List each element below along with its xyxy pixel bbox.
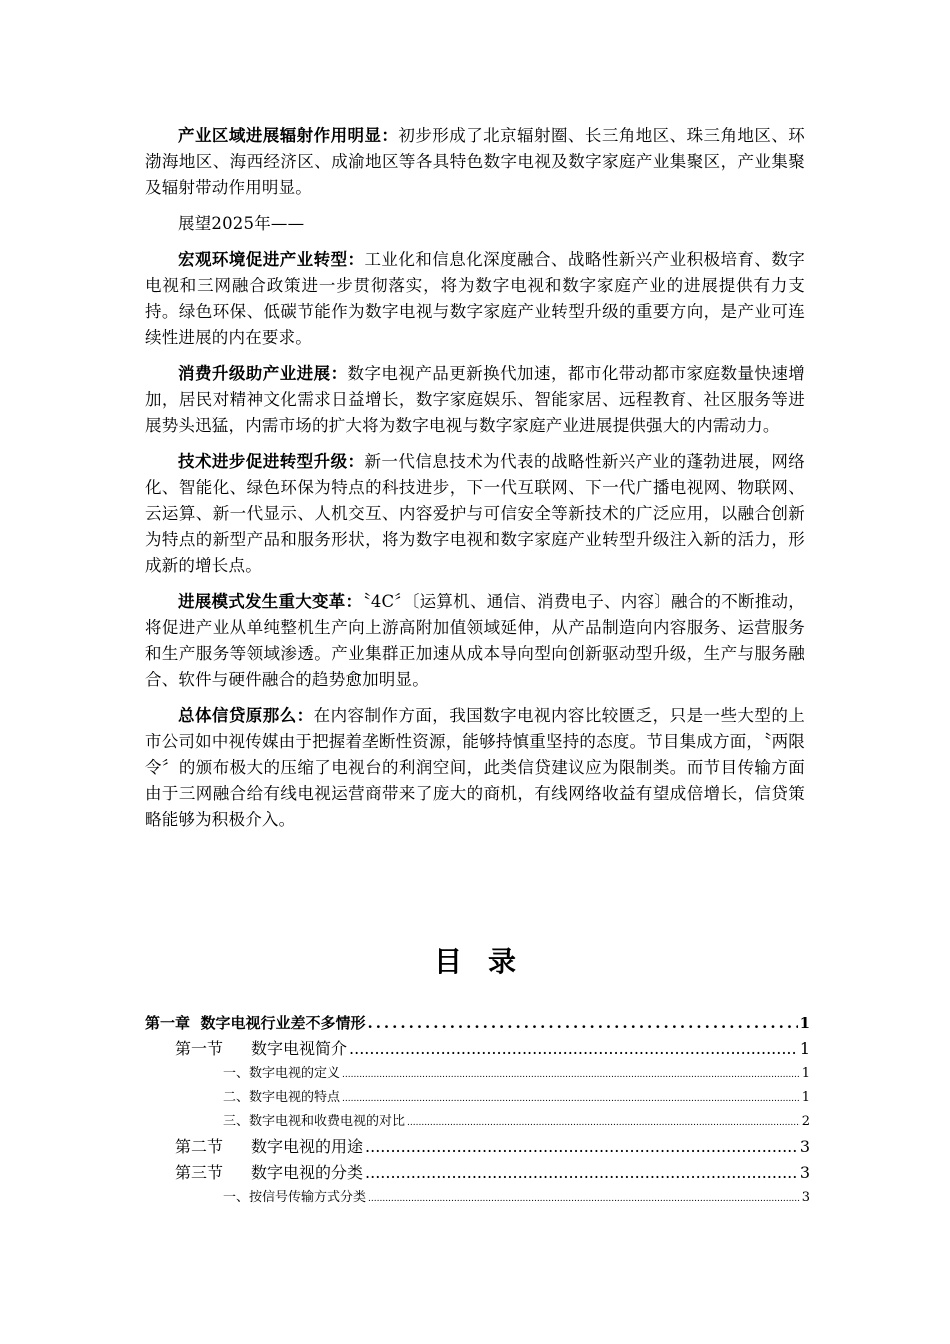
paragraph-text: 工业化和信息化深度融合、战略性新兴产业积极培育、数字电视和三网融合政策进一步贯彻落实，将为数字电视和数字家庭产业的进展提供有力支持。绿色环保、低碳节能作为数字电视与数字家庭产业转型升级的重要方向，是产业可连续性进展的内在要求。 [145, 250, 805, 347]
paragraph [145, 589, 805, 693]
toc-page-number: 1 [801, 1090, 810, 1105]
paragraph-lead: 产业区域进展辐射作用明显： [178, 126, 399, 145]
paragraph-lead: 消费升级助产业进展： [178, 364, 348, 383]
toc-leader-dots [365, 1134, 798, 1160]
toc-page-number: 1 [799, 1014, 810, 1032]
toc-entry-text: 数字电视的特点 [249, 1090, 341, 1105]
toc-leader-dots [367, 1010, 797, 1036]
toc-entry-number: 第二节 [175, 1137, 224, 1156]
paragraph [145, 449, 805, 579]
toc-leader-dots [342, 1063, 800, 1087]
toc-entry-text: 数字电视的用途 [251, 1137, 364, 1156]
toc-entry[interactable] [145, 1036, 810, 1062]
toc-entry-text: 数字电视的分类 [251, 1163, 364, 1182]
toc-leader-dots [342, 1087, 800, 1111]
paragraph-text: 展望2025年—— [178, 214, 305, 233]
paragraph-lead: 总体信贷原那么： [178, 706, 314, 725]
toc-entry[interactable] [145, 1110, 810, 1134]
toc-leader-dots [349, 1036, 798, 1062]
toc-entry-title [223, 1110, 405, 1134]
paragraph [145, 123, 805, 201]
toc-entry[interactable] [145, 1160, 810, 1186]
toc-entry-text: 数字电视行业差不多情形 [200, 1014, 366, 1032]
toc-title: 目录 [433, 945, 542, 978]
paragraph-text: 〝4C〞〔运算机、通信、消费电子、内容〕融合的不断推动，将促进产业从单纯整机生产向上游高附加值领域延伸，从产品制造向内容服务、运营服务和生产服务等领域渗透。产业集群正加速从成本导向型向创新驱动型升级，生产与服务融合、软件与硬件融合的趋势愈加明显。 [145, 592, 805, 689]
toc-entry-title [175, 1134, 363, 1160]
table-of-contents [145, 1010, 810, 1210]
toc-entry-number: 一、 [223, 1190, 250, 1205]
toc-entry[interactable] [145, 1062, 810, 1086]
toc-entry-number: 第一节 [175, 1039, 224, 1058]
toc-entry-text: 数字电视的定义 [249, 1066, 341, 1081]
toc-entry-title [175, 1036, 347, 1062]
paragraph [145, 703, 805, 833]
toc-entry-number: 三、 [223, 1114, 250, 1129]
toc-leader-dots [365, 1160, 798, 1186]
toc-entry-number: 一、 [223, 1066, 250, 1081]
toc-page-number: 2 [801, 1114, 810, 1129]
toc-entry-text: 数字电视简介 [251, 1039, 348, 1058]
toc-page-number: 3 [799, 1163, 810, 1182]
paragraph-text: 初步形成了北京辐射圈、长三角地区、珠三角地区、环渤海地区、海西经济区、成渝地区等各具特色数字电视及数字家庭产业集聚区，产业集聚及辐射带动作用明显。 [145, 126, 805, 197]
toc-entry-title [175, 1160, 363, 1186]
toc-entry-title [223, 1062, 340, 1086]
toc-entry[interactable] [145, 1186, 810, 1210]
toc-leader-dots [407, 1111, 800, 1135]
toc-entry[interactable] [145, 1086, 810, 1110]
paragraph-lead: 技术进步促进转型升级： [178, 452, 365, 471]
toc-entry[interactable] [145, 1010, 810, 1036]
toc-entry-title [223, 1186, 366, 1210]
toc-entry-number: 第三节 [175, 1163, 224, 1182]
paragraph [145, 247, 805, 351]
paragraph-text: 数字电视产品更新换代加速，都市化带动都市家庭数量快速增加，居民对精神文化需求日益增长，数字家庭娱乐、智能家居、远程教育、社区服务等进展势头迅猛，内需市场的扩大将为数字电视与数字家庭产业进展提供强大的内需动力。 [145, 364, 805, 435]
toc-entry-text: 按信号传输方式分类 [249, 1190, 367, 1205]
paragraph [145, 361, 805, 439]
toc-entry-title [223, 1086, 340, 1110]
toc-entry[interactable] [145, 1134, 810, 1160]
paragraph [145, 211, 805, 237]
toc-page-number: 3 [801, 1190, 810, 1205]
toc-entry-text: 数字电视和收费电视的对比 [249, 1114, 406, 1129]
paragraph-text: 在内容制作方面，我国数字电视内容比较匮乏，只是一些大型的上市公司如中视传媒由于把握着垄断性资源，能够持慎重坚持的态度。节目集成方面，〝两限令〞的颁布极大的压缩了电视台的利润空间，此类信贷建议应为限制类。而节目传输方面由于三网融合给有线电视运营商带来了庞大的商机，有线网络收益有望成倍增长，信贷策略能够为积极介入。 [145, 706, 805, 829]
toc-page-number: 1 [801, 1066, 810, 1081]
paragraph-lead: 进展模式发生重大变革： [178, 592, 363, 611]
toc-entry-number: 二、 [223, 1090, 250, 1105]
toc-entry-title [145, 1010, 365, 1036]
toc-entry-number: 第一章 [145, 1014, 191, 1032]
toc-page-number: 1 [799, 1039, 810, 1058]
toc-page-number: 3 [799, 1137, 810, 1156]
paragraph-lead: 宏观环境促进产业转型： [178, 250, 365, 269]
toc-leader-dots [368, 1187, 800, 1211]
body-text [145, 123, 805, 843]
paragraph-text: 新一代信息技术为代表的战略性新兴产业的蓬勃进展，网络化、智能化、绿色环保为特点的科技进步，下一代互联网、下一代广播电视网、物联网、云运算、新一代显示、人机交互、内容爱护与可信安全等新技术的广泛应用，以融合创新为特点的新型产品和服务形状，将为数字电视和数字家庭产业转型升级注入新的活力，形成新的增长点。 [145, 452, 805, 575]
